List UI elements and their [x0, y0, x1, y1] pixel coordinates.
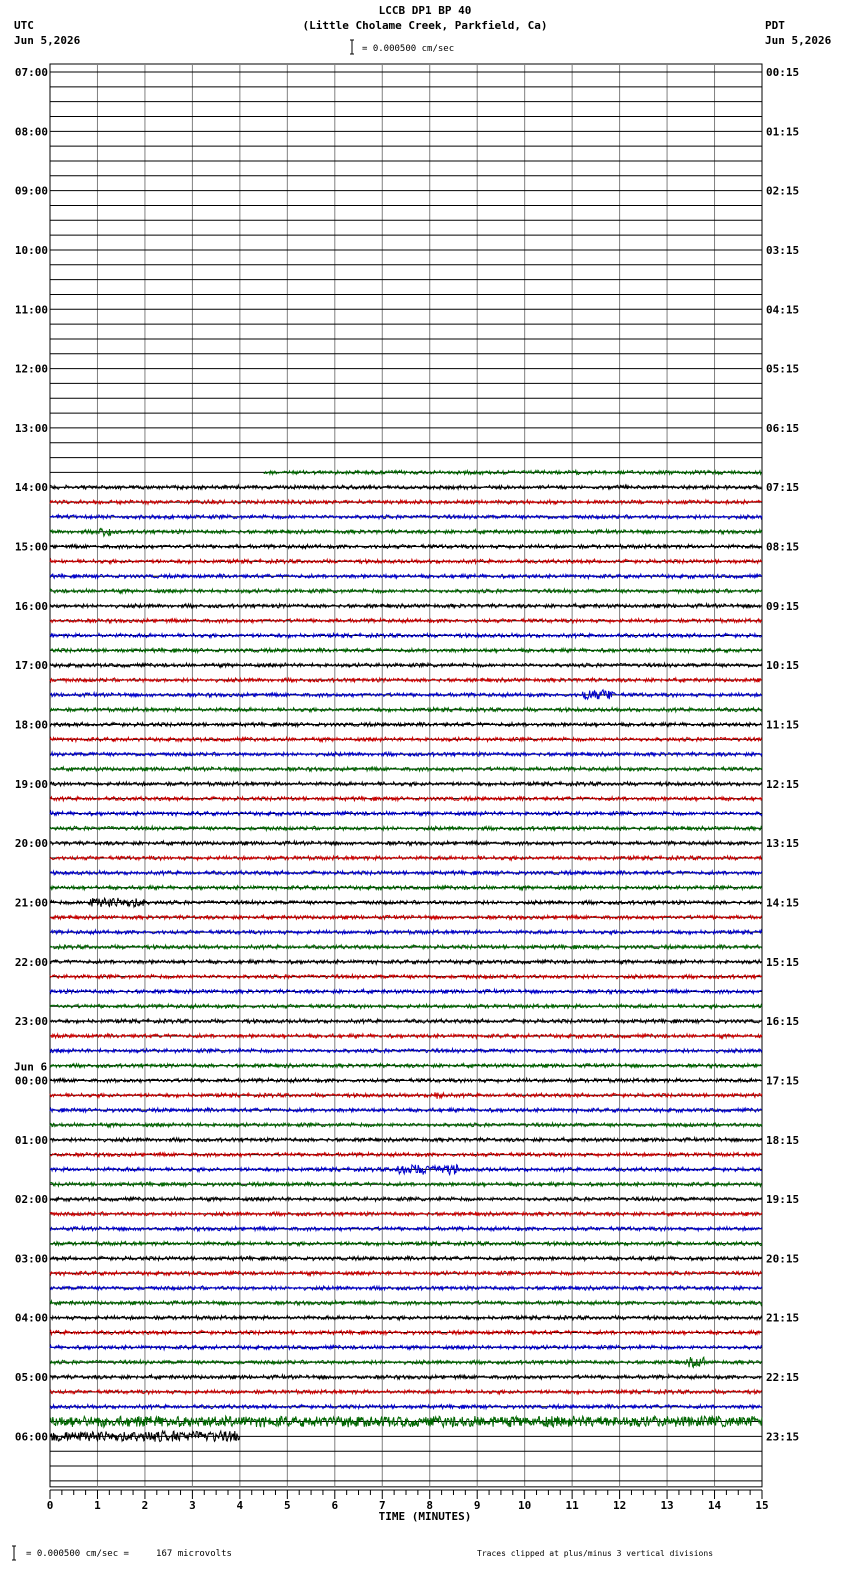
left-date: Jun 5,2026 — [14, 34, 81, 47]
trace-row — [50, 1271, 762, 1275]
left-hour-label: 19:00 — [14, 777, 48, 791]
trace-row — [50, 678, 762, 682]
left-hour-label: 21:00 — [14, 896, 48, 910]
left-hour-label: 08:00 — [14, 125, 48, 139]
left-hour-label: 01:00 — [14, 1133, 48, 1147]
left-hour-label: 03:00 — [14, 1252, 48, 1266]
right-hour-label: 10:15 — [766, 659, 800, 673]
footer-scale-text: = 0.000500 cm/sec = 167 microvolts — [26, 1549, 232, 1559]
right-hour-label: 02:15 — [766, 184, 800, 198]
scale-text: = 0.000500 cm/sec — [362, 44, 455, 54]
x-tick-label: 5 — [284, 1499, 291, 1512]
left-hour-label: 05:00 — [14, 1371, 48, 1385]
right-hour-label: 08:15 — [766, 540, 800, 554]
left-hour-label: 00:00 — [14, 1074, 48, 1088]
trace-row — [50, 960, 762, 964]
right-hour-label: 18:15 — [766, 1133, 800, 1147]
right-hour-label: 17:15 — [766, 1074, 800, 1088]
x-tick-label: 15 — [755, 1499, 769, 1512]
left-hour-label: 16:00 — [14, 599, 48, 613]
trace-row — [50, 782, 762, 786]
trace-row — [50, 1405, 762, 1409]
x-tick-label: 9 — [473, 1499, 481, 1512]
right-hour-label: 00:15 — [766, 66, 800, 79]
trace-row — [50, 871, 762, 875]
right-hour-label: 22:15 — [766, 1371, 800, 1385]
x-tick-label: 1 — [94, 1499, 101, 1512]
right-hour-label: 04:15 — [766, 303, 800, 317]
left-hour-label: 20:00 — [14, 837, 48, 851]
left-hour-label: 09:00 — [14, 184, 48, 198]
right-hour-label: 12:15 — [766, 777, 800, 791]
trace-row — [50, 529, 762, 537]
right-timezone: PDT — [765, 19, 785, 32]
x-tick-label: 11 — [565, 1499, 579, 1512]
left-hour-label: 13:00 — [14, 421, 48, 435]
x-axis-label: TIME (MINUTES) — [378, 1510, 472, 1523]
left-hour-label: 02:00 — [14, 1193, 48, 1207]
trace-row — [50, 1345, 762, 1349]
left-hour-label: 04:00 — [14, 1311, 48, 1325]
trace-row — [50, 737, 762, 741]
left-hour-label: 17:00 — [14, 659, 48, 673]
chart-subtitle: (Little Cholame Creek, Parkfield, Ca) — [302, 19, 548, 32]
trace-row — [50, 752, 762, 756]
trace-row — [50, 1019, 762, 1023]
trace-row — [50, 1138, 762, 1142]
right-hour-label: 09:15 — [766, 599, 800, 613]
right-hour-label: 05:15 — [766, 362, 800, 376]
trace-row — [50, 1242, 762, 1246]
left-hour-label: 15:00 — [14, 540, 48, 554]
trace-row — [50, 1357, 762, 1367]
trace-row — [50, 1004, 762, 1008]
left-hour-label: 18:00 — [14, 718, 48, 732]
left-hour-label: 22:00 — [14, 955, 48, 969]
clip-note: Traces clipped at plus/minus 3 vertical divisions — [477, 1549, 714, 1558]
right-hour-label: 13:15 — [766, 837, 800, 851]
x-tick-label: 10 — [518, 1499, 532, 1512]
right-hour-label: 23:15 — [766, 1430, 800, 1444]
right-hour-label: 16:15 — [766, 1015, 800, 1029]
x-tick-label: 6 — [331, 1499, 339, 1512]
left-timezone: UTC — [14, 19, 34, 32]
trace-row — [50, 633, 762, 637]
x-axis — [47, 1490, 769, 1512]
trace-row — [50, 1092, 762, 1098]
x-tick-label: 3 — [189, 1499, 196, 1512]
x-tick-label: 12 — [612, 1499, 627, 1512]
x-tick-label: 14 — [707, 1499, 722, 1512]
trace-row — [50, 545, 762, 549]
left-hour-label: 12:00 — [14, 362, 48, 376]
left-hour-label: 07:00 — [14, 66, 48, 79]
date-change-label: Jun 6 — [14, 1060, 48, 1074]
trace-row — [50, 1108, 762, 1112]
left-hour-label: 14:00 — [14, 481, 48, 495]
x-tick-label: 7 — [378, 1499, 386, 1512]
x-tick-label: 4 — [236, 1499, 244, 1512]
x-tick-label: 13 — [660, 1499, 674, 1512]
trace-group — [50, 470, 762, 1441]
right-hour-label: 06:15 — [766, 421, 800, 435]
left-hour-label: 06:00 — [14, 1430, 48, 1444]
trace-row — [50, 619, 762, 623]
right-hour-label: 15:15 — [766, 955, 800, 969]
right-hour-label: 20:15 — [766, 1252, 800, 1266]
trace-row — [50, 1165, 762, 1175]
right-hour-label: 03:15 — [766, 243, 800, 257]
chart-title: LCCB DP1 BP 40 — [378, 4, 472, 17]
left-hour-label: 11:00 — [14, 303, 48, 317]
right-hour-label: 01:15 — [766, 125, 800, 139]
right-hour-label: 07:15 — [766, 481, 800, 495]
x-tick-label: 8 — [426, 1499, 434, 1512]
trace-row — [50, 1182, 762, 1186]
right-hour-label: 11:15 — [766, 718, 800, 732]
trace-row — [50, 989, 762, 993]
right-date: Jun 5,2026 — [765, 34, 832, 47]
right-hour-label: 19:15 — [766, 1193, 800, 1207]
right-hour-label: 14:15 — [766, 896, 800, 910]
trace-row — [50, 975, 762, 979]
left-hour-label: 23:00 — [14, 1015, 48, 1029]
right-hour-label: 21:15 — [766, 1311, 800, 1325]
x-tick-label: 2 — [141, 1499, 149, 1512]
trace-row — [50, 722, 762, 726]
left-hour-label: 10:00 — [14, 243, 48, 257]
x-tick-label: 0 — [46, 1499, 54, 1512]
